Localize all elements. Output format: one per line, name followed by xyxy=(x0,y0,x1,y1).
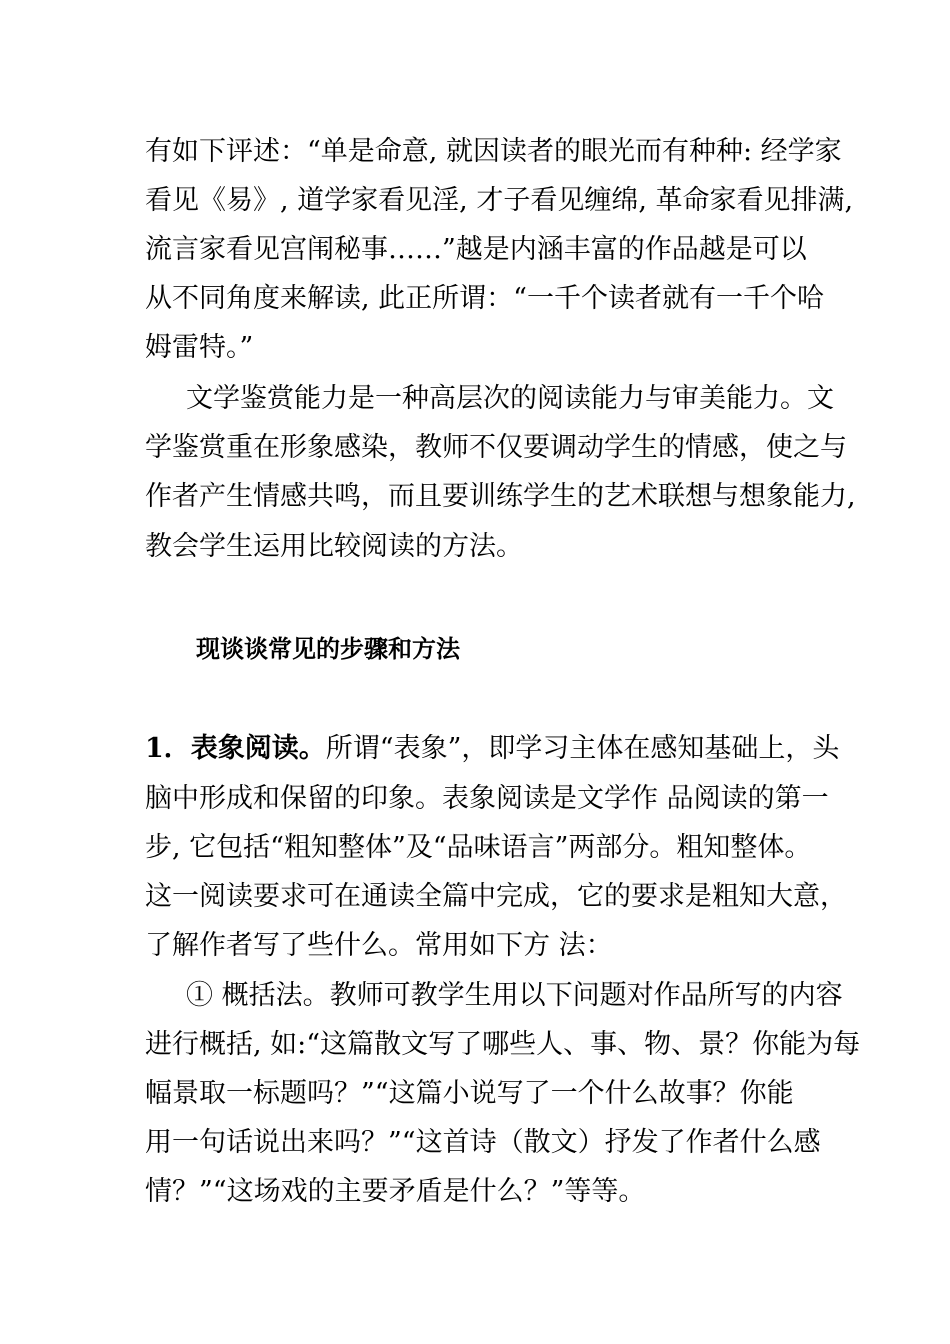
method1-line-2: 进行概括, 如:“这篇散文写了哪些人、事、物、景？你能为每 xyxy=(145,1029,861,1060)
paragraph2-line-4: 教会学生运用比较阅读的方法。 xyxy=(145,531,523,562)
paragraph1-line-4: 从不同角度来解读, 此正所谓：“一千个读者就有一千个哈 xyxy=(145,283,824,314)
section1-line-4: 这一阅读要求可在通读全篇中完成，它的要求是粗知大意， xyxy=(145,881,847,912)
paragraph1-line-5: 姆雷特。” xyxy=(145,332,254,363)
method1-line-4: 用一句话说出来吗？”“这首诗（散文）抒发了作者什么感 xyxy=(145,1127,821,1158)
method1-line-3: 幅景取一标题吗？”“这篇小说写了一个什么故事？你能 xyxy=(145,1078,794,1109)
paragraph1-line-2: 看见《易》, 道学家看见淫, 才子看见缠绵, 革命家看见排满, xyxy=(145,185,854,216)
paragraph2-line-3: 作者产生情感共鸣，而且要训练学生的艺术联想与想象能力, xyxy=(145,481,856,512)
method1-line-1: ① 概括法。教师可教学生用以下问题对作品所写的内容 xyxy=(186,980,843,1011)
section-heading: 现谈谈常见的步骤和方法 xyxy=(196,634,460,663)
section1-title: 1．表象阅读。 xyxy=(145,733,326,764)
paragraph2-line-2: 学鉴赏重在形象感染，教师不仅要调动学生的情感，使之与 xyxy=(145,432,847,463)
paragraph1-line-1: 有如下评述：“单是命意, 就因读者的眼光而有种种: 经学家 xyxy=(145,136,842,167)
section1-first-line-rest: 所谓“表象”，即学习主体在感知基础上，头 xyxy=(325,733,840,764)
section1-line-3: 步, 它包括“粗知整体”及“品味语言”两部分。粗知整体。 xyxy=(145,832,812,863)
section1-line-2: 脑中形成和保留的印象。表象阅读是文学作 品阅读的第一 xyxy=(145,783,829,814)
section1-line-5: 了解作者写了些什么。常用如下方 法： xyxy=(145,930,613,961)
method1-line-5: 情？”“这场戏的主要矛盾是什么？”等等。 xyxy=(145,1176,646,1207)
paragraph1-line-3: 流言家看见宫闱秘事……”越是内涵丰富的作品越是可以 xyxy=(145,234,807,265)
paragraph2-line-1: 文学鉴赏能力是一种高层次的阅读能力与审美能力。文 xyxy=(186,383,834,414)
section1-line-1 xyxy=(145,734,839,764)
